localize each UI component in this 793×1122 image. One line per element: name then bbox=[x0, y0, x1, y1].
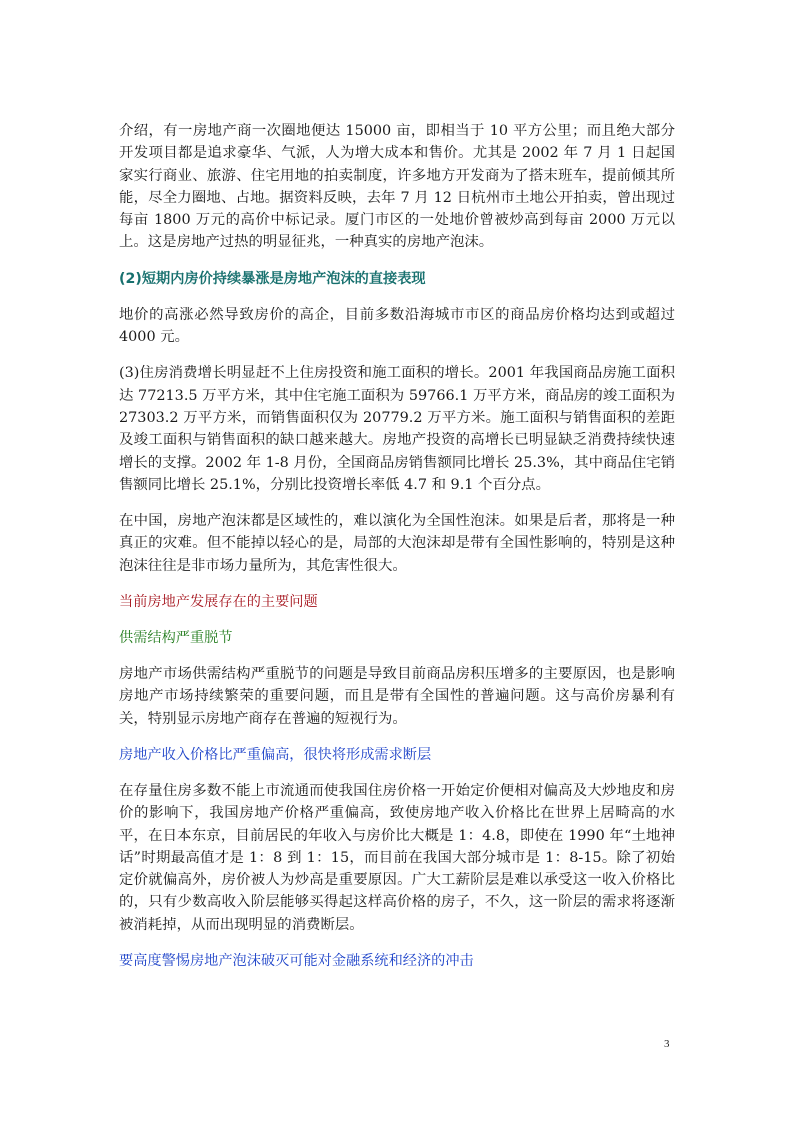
paragraph-income-price-ratio: 在存量住房多数不能上市流通而使我国住房价格一开始定价便相对偏高及大炒地皮和房价的影响下，我国房地产价格严重偏高，致使房地产收入价格比在世界上居畸高的水平，在日本东京，目前居民的年收入与房价比大概是 1：4.8，即使在 1990 年“土地神话”时期最高值才是 1：8 到 1：15，而目前在我国大部分城市是 1：8-15。除了初始定价就偏高外，房价被人为炒高是重要原因。广大工薪阶层是难以承受这一收入价格比的，只有少数高收入阶层能够买得起这样高价格的房子，不久，这一阶层的需求将逐渐被消耗掉，从而出现明显的消费断层。 bbox=[119, 782, 675, 933]
heading-income-price-ratio: 房地产收入价格比严重偏高，很快将形成需求断层 bbox=[119, 746, 432, 763]
paragraph-supply-demand: 房地产市场供需结构严重脱节的问题是导致目前商品房积压增多的主要原因，也是影响房地产市场持续繁荣的重要问题，而且是带有全国性的普遍问题。这与高价房暴利有关，特别显示房地产商存在普遍的短视行为。 bbox=[119, 666, 675, 727]
paragraph-land-enclosure: 介绍，有一房地产商一次圈地便达 15000 亩，即相当于 10 平方公里；而且绝大部分开发项目都是追求豪华、气派，人为增大成本和售价。尤其是 2002 年 7 月 1 日起国家实行商业、旅游、住宅用地的拍卖制度，许多地方开发商为了搭末班车，提前倾其所能，尽全力圈地、占地。据资料反映，去年 7 月 12 日杭州市土地公开拍卖，曾出现过每亩 1800 万元的高价中标记录。厦门市区的一处地价曾被炒高到每亩 2000 万元以上。这是房地产过热的明显征兆，一种真实的房地产泡沫。 bbox=[119, 123, 675, 251]
document-page bbox=[119, 120, 675, 986]
paragraph-housing-consumption: (3)住房消费增长明显赶不上住房投资和施工面积的增长。2001 年我国商品房施工面积达 77213.5 万平方米，其中住宅施工面积为 59766.1 万平方米，商品房的竣工面积为 27303.2 万平方米，而销售面积仅为 20779.2 万平方米。施工面积与销售面积的差距及竣工面积与销售面积的缺口越来越大。房地产投资的高增长已明显缺乏消费持续快速增长的支撑。2002 年 1-8 月份，全国商品房销售额同比增长 25.3%，其中商品住宅销售额同比增长 25.1%，分别比投资增长率低 4.7 和 9.1 个百分点。 bbox=[119, 365, 675, 493]
heading-main-problems: 当前房地产发展存在的主要问题 bbox=[119, 594, 318, 611]
heading-price-surge: (2)短期内房价持续暴涨是房地产泡沫的直接表现 bbox=[119, 270, 426, 287]
heading-supply-demand: 供需结构严重脱节 bbox=[119, 630, 233, 647]
paragraph-regional-bubble: 在中国，房地产泡沫都是区域性的，难以演化为全国性泡沫。如果是后者，那将是一种真正的灾难。但不能掉以轻心的是，局部的大泡沫却是带有全国性影响的，特别是这种泡沫往往是非市场力量所为，其危害性很大。 bbox=[119, 513, 675, 574]
page-number: 3 bbox=[664, 1038, 670, 1050]
paragraph-land-price: 地价的高涨必然导致房价的高企，目前多数沿海城市市区的商品房价格均达到或超过 4000 元。 bbox=[119, 306, 675, 346]
heading-financial-risk: 要高度警惕房地产泡沫破灭可能对金融系统和经济的冲击 bbox=[119, 953, 474, 970]
